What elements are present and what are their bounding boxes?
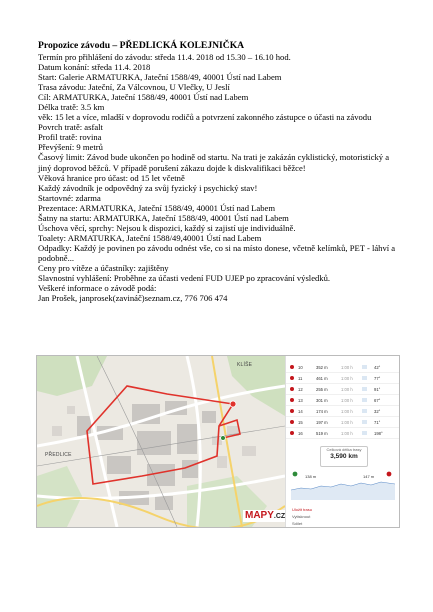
document-title (38, 40, 400, 51)
line-finish: Cíl: ARMATURKA, Jateční 1588/49, 40001 Ústí nad Labem (38, 92, 249, 103)
total-distance-label: Celková délka trasy (326, 447, 362, 452)
logo-suffix: .CZ (273, 513, 286, 520)
line-registration: Termín pro přihlášení do závodu: středa 11.4. 2018 od 15.30 – 16.10 hod. (38, 52, 291, 62)
mapy-logo (243, 510, 287, 522)
map-area (37, 356, 285, 527)
line-time-limit: Časový limit: Závod bude ukončen po hodině od startu. Na trati je zakázán cyklistický, motoristický a jiný doprovod běžců. V případě porušení zákazu dojde k diskvalifikaci běžce! (38, 152, 390, 173)
route-row[interactable]: 16 519 m 1:00 h 198° (286, 428, 400, 439)
route-row[interactable]: 13 301 m 1:00 h 67° (286, 395, 400, 406)
line-contact: Jan Prošek, janprosek(zavináč)seznam.cz, 776 706 474 (38, 293, 228, 304)
total-distance-value: 3,590 km (330, 453, 358, 460)
map-graphic (37, 356, 285, 527)
route-row[interactable]: 12 255 m 1:00 h 91° (286, 384, 400, 395)
option-save[interactable]: Uložit trasu (292, 507, 313, 512)
line-info: Veškeré informace o závodě podá: (38, 283, 157, 294)
option-print[interactable]: Vytisknout (292, 514, 311, 519)
total-distance (320, 446, 368, 467)
option-share[interactable]: Sdílet (292, 521, 303, 526)
line-elevation: Převýšení: 9 metrů (38, 142, 103, 153)
route-row[interactable]: 15 197 m 1:00 h 71° (286, 417, 400, 428)
route-row[interactable]: 14 174 m 1:00 h 32° (286, 406, 400, 417)
line-surface: Povrch tratě: asfalt (38, 122, 103, 133)
line-fee: Startovné: zdarma (38, 192, 101, 203)
logo-text: MAPY (245, 510, 274, 521)
line-responsibility: Každý závodník je odpovědný za svůj fyzický i psychický stav! (38, 182, 258, 193)
route-row[interactable]: 10 352 m 1:00 h 42° (286, 362, 400, 373)
title-name: PŘEDLICKÁ KOLEJNIČKA (119, 40, 245, 51)
line-route: Trasa závodu: Jateční, Za Válcovnou, U Vlečky, U Jeslí (38, 82, 230, 93)
route-map (36, 355, 400, 528)
route-row[interactable]: 11 461 m 1:00 h 77° (286, 373, 400, 384)
map-label-klise: KLÍŠE (237, 362, 253, 368)
line-storage: Úschova věcí, sprchy: Nejsou k dispozici, každý si zajistí uje individuálně. (38, 222, 296, 233)
line-changing-rooms: Šatny na startu: ARMATURKA, Jateční 1588/49, 40001 Ústí nad Labem (38, 212, 289, 223)
elevation-profile (291, 468, 395, 500)
line-profile: Profil tratě: rovina (38, 132, 102, 143)
document-text (38, 40, 400, 303)
line-length: Délka tratě: 3.5 km (38, 102, 105, 113)
map-label-predlice: PŘEDLICE (45, 452, 72, 458)
line-ceremony: Slavnostní vyhlášení: Proběhne za účasti vedení FUD UJEP po zpracování výsledků. (38, 273, 331, 284)
elev-left: 138 m (305, 474, 317, 479)
route-options (292, 506, 312, 527)
title-prefix: Propozice závodu – (38, 40, 120, 51)
route-panel (285, 356, 400, 527)
line-prizes: Ceny pro vítěze a účastníky: zajištěny (38, 262, 169, 273)
line-start: Start: Galerie ARMATURKA, Jateční 1588/49, 40001 Ústí nad Labem (38, 72, 282, 83)
line-presentation: Prezentace: ARMATURKA, Jateční 1588/49, 40001 Ústí nad Labem (38, 202, 275, 213)
start-marker (230, 401, 236, 407)
line-age: věk: 15 let a více, mladší v doprovodu rodičů a potvrzení zakonného zástupce o účasti na závodu (38, 112, 372, 123)
line-age-limit: Věková hranice pro účast: od 15 let včetně (38, 172, 185, 183)
line-date: Datum konání: středa 11.4. 2018 (38, 62, 151, 73)
line-toilets: Toalety: ARMATURKA, Jateční 1588/49,40001 Ústí nad Labem (38, 232, 262, 243)
line-waste: Odpadky: Každý je povinen po závodu odnést vše, co si na místo donese, včetně kelímků, PET - láhví a podobně... (38, 242, 396, 263)
elev-right: 147 m (363, 474, 375, 479)
